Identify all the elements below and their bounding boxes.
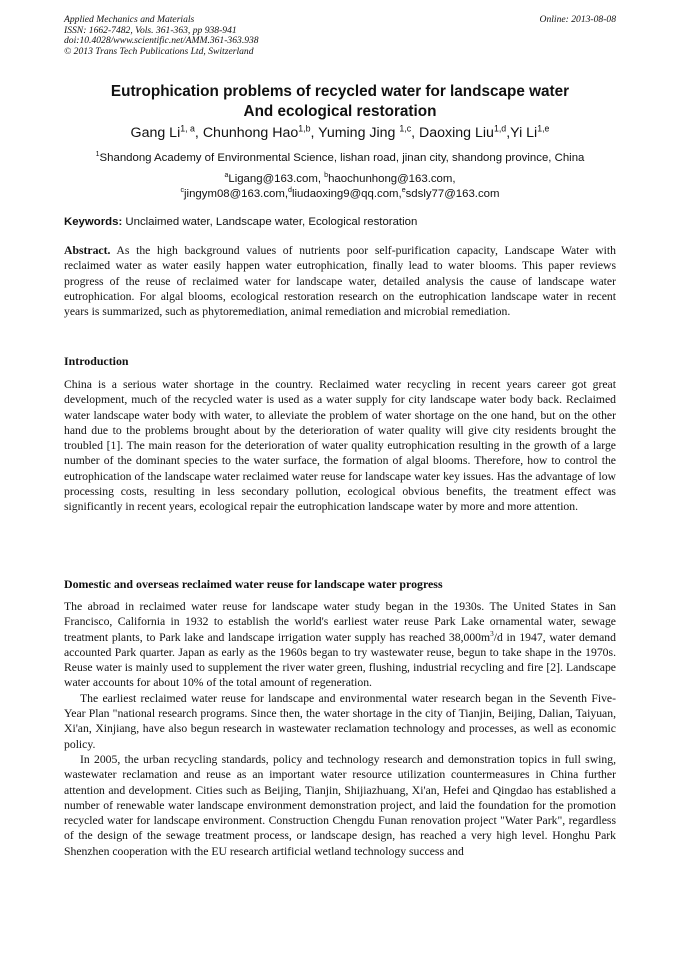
keywords [64, 215, 616, 229]
journal-name: Applied Mechanics and Materials [64, 14, 195, 25]
copyright-line: © 2013 Trans Tech Publications Ltd, Switzerland [64, 45, 254, 57]
title-line-2: And ecological restoration [243, 103, 437, 120]
email-mark: b [324, 172, 329, 180]
author-separator: , [411, 125, 420, 141]
paragraph-text: The abroad in reclaimed water reuse for landscape water study began in the 1930s. The United States in San Francisco, California in 1932 to establish the world's earliest water reuse Park Lake ornamental water, sewage treatment plants, to Park lake and landscape irrigation water supply has reached 38,000m [64, 600, 616, 644]
paragraph-text: /d in 1947, water demand accounted Park quarter. Japan as early as the 1960s began to try wastewater reuse, begun to take shape in the 1970s. Reuse water is mainly used to supplement the river water green, flushing, industrial recycling and fire [2]. Landscape water accounts for about 10% of the total amount of regeneration. [64, 630, 616, 690]
author-name: Daoxing Liu [419, 125, 494, 141]
abstract-label: Abstract. [64, 244, 111, 257]
affiliation-mark: 1 [95, 151, 100, 159]
affiliation-text: Shandong Academy of Environmental Science, lishan road, jinan city, shandong province, China [99, 152, 585, 164]
email-mark: a [224, 172, 229, 180]
paper-title [64, 82, 616, 122]
author-list [64, 124, 616, 142]
section-heading-progress: Domestic and overseas reclaimed water reuse for landscape water progress [64, 577, 443, 591]
author-name: Gang Li [130, 125, 181, 141]
author-affiliation-mark: 1,d [493, 123, 507, 134]
keywords-text: Unclaimed water, Landscape water, Ecological restoration [122, 216, 418, 228]
author-name: Chunhong Hao [202, 125, 299, 141]
email-list [64, 172, 616, 202]
section-paragraph-3: In 2005, the urban recycling standards, policy and technology research and demonstration topics in full swing, wastewater reclamation and reuse as an important water resource utilization countermeasures in China further attention and development. Cities such as Beijing, Tianjin, Shijiazhuang, Xi'an, Hefei and Qingdao has established a number of renewable water landscape environment demonstration project, and laid the foundation for the promotion recycled water for landscape environment. Construction Chengdu Funan renovation project "Water Park", regardless of the design of the sewage treatment process, or landscape design, has reached a very high level. Honghu Park Shenzhen cooperation with the EU research artificial wetland technology success and [64, 752, 616, 858]
author-affiliation-mark: 1,c [399, 123, 412, 134]
introduction-heading: Introduction [64, 354, 129, 368]
title-line-1: Eutrophication problems of recycled water for landscape water [110, 83, 570, 100]
email-address[interactable]: Ligang@163.com, [228, 173, 325, 185]
email-mark: c [180, 187, 185, 195]
issn-line: ISSN: 1662-7482, Vols. 361-363, pp 938-941 [64, 24, 237, 36]
author-separator: , [506, 125, 511, 141]
doi-line: doi:10.4028/www.scientific.net/AMM.361-363.938 [64, 35, 259, 46]
email-address[interactable]: haochunhong@163.com, [328, 173, 456, 185]
author-separator: , [194, 125, 203, 141]
author-name: Yi Li [510, 125, 538, 141]
introduction-paragraph: China is a serious water shortage in the country. Reclaimed water recycling in recent years career got great development, much of the recycled water is used as a water supply for city landscape water body back. Reclaimed water landscape water body with water, to alleviate the problem of water shortage on the one hand, but on the other hand due to the problems brought about by the deterioration of water quality will give city residents brought the troubled [1]. The main reason for the deterioration of water quality eutrophication resulting in the growth of a large number of the dominant species to the water surface, the formation of algal blooms. Therefore, how to control the eutrophication of the landscape water reclaimed water reuse for landscape water key issues. Has the advantage of low processing costs, resulting in less secondary pollution, ecological obvious benefits, the treatment effect was significantly in recent years, ecological repair the eutrophication landscape water by more and more attention. [64, 378, 616, 514]
affiliation [64, 151, 616, 165]
author-separator: , [310, 125, 319, 141]
keywords-label: Keywords: [64, 216, 123, 228]
email-mark: e [401, 187, 406, 195]
author-affiliation-mark: 1,e [537, 123, 550, 134]
author-affiliation-mark: 1,b [298, 123, 311, 134]
email-address[interactable]: liudaoxing9@qq.com, [291, 188, 402, 200]
email-mark: d [288, 187, 292, 195]
journal-header [64, 15, 616, 57]
author-name: Yuming Jing [318, 125, 400, 141]
section-paragraph-1 [64, 599, 616, 691]
superscript-exponent: 3 [490, 629, 494, 638]
email-address[interactable]: jingym08@163.com, [184, 188, 289, 200]
abstract-text: As the high background values of nutrients poor self-purification capacity, Landscape Water with reclaimed water as water easily happen water eutrophication, finally lead to water blooms. This paper reviews progress of the reuse of reclaimed water for landscape water, detailed analysis the cause of landscape water eutrophication. For algal blooms, ecological restoration research on the eutrophication landscape water in recent years is summarized, such as phytoremediation, animal remediation and microbial remediation. [64, 244, 616, 319]
section-progress-body [64, 599, 616, 859]
section-paragraph-2: The earliest reclaimed water reuse for landscape and environmental water research began in the Seventh Five-Year Plan "national research programs. Since then, the water shortage in the city of Tianjin, Beijing, Dalian, Taiyuan, Xi'an, Xinjiang, have also begun research in wastewater reclamation technology and processes, as well as economic policy. [64, 691, 616, 751]
abstract [64, 243, 616, 319]
email-line-2 [64, 187, 616, 202]
email-line-1 [64, 172, 616, 187]
email-address[interactable]: sdsly77@163.com [405, 188, 500, 200]
introduction-body [64, 377, 616, 515]
author-affiliation-mark: 1, a [180, 123, 195, 134]
online-date: Online: 2013-08-08 [539, 14, 616, 25]
